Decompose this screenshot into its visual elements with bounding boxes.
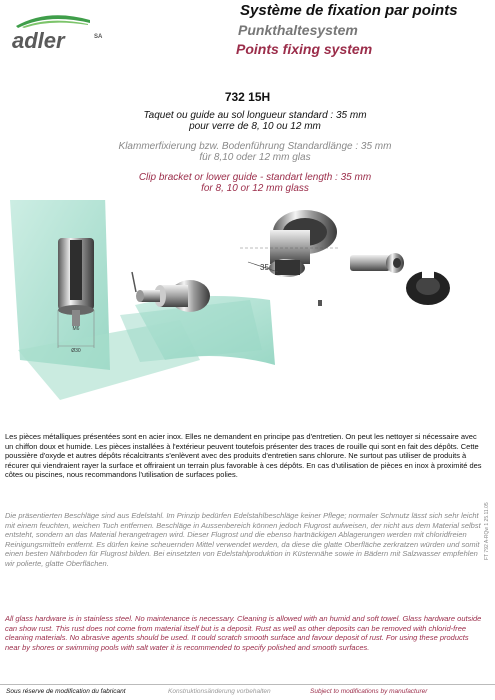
description-de-line: Klammerfixierung bzw. Bodenführung Standardlänge : 35 mm: [118, 141, 392, 152]
product-illustration: [0, 200, 495, 430]
description-en-line: Clip bracket or lower guide - standart length : 35 mm: [138, 172, 372, 183]
dimension-m6: M6: [72, 326, 80, 332]
description-de-line: für 8,10 oder 12 mm glas: [199, 152, 311, 163]
maintenance-text-de: Die präsentierten Beschläge sind aus Edelstahl. Im Prinzip bedürfen Edelstahlbeschläge keiner Pflege; normaler Schmutz lässt sich sehr leicht mit einem feuchten, weichen Tuch entfernen. Beschläge in Aussenbereich können jedoch Flugrost aufweisen, der nicht aus dem Material selbst entsteht, sondern an das Material herangetragen wird. Dieser Flugrost und die ebenso hartnäckigen Ablagerungen werden mit chloridfreien Reinigungsmitteln entfernt. Es dürfen keine scheuernden Mittel verwendet werden, da diese die glatte Oberfläche zerkratzen würden und somit einen besten Nährboden für Flugrost bilden. Bei einsetzten von Edelstahlproduktion in Küstennähe sowie in Bädern mit Salzwasser empfehlen wir polierte, glatte Oberflächen.: [5, 511, 481, 568]
document-reference: FT 792 A-RQw 1 25.11.05: [484, 502, 490, 560]
dimension-diameter: Ø30: [71, 348, 81, 354]
description-en: [60, 172, 450, 194]
maintenance-text-en: All glass hardware is in stainless steel. No maintenance is necessary. Cleaning is allowed with an humid and soft towel. Glass hardware outside can show rust. This rust does not come from material itself but is a deposit. Rust as well as other deposits can be removed with chlorid-free cleaning materials. No abrasive agents should be used. It could scratch smooth surface and favour deposit of rust. For using these products near by shores or swimming pools with salt water it is recommended to specify polished and smooth surfaces.: [5, 614, 482, 652]
description-de: [60, 141, 450, 163]
logo-suffix: SA: [94, 34, 103, 40]
end-cap: [406, 270, 450, 305]
footer-de: Konstruktionsänderung vorbehalten: [168, 688, 271, 695]
bolt: [350, 253, 404, 273]
footer-divider: [0, 684, 495, 685]
company-logo: [8, 10, 103, 53]
product-code: 732 15H: [224, 90, 271, 104]
title-fr: Système de fixation par points: [240, 2, 458, 19]
footer-fr: Sous réserve de modification du fabricant: [6, 688, 126, 695]
logo-text: adler: [12, 28, 65, 53]
title-en: Points fixing system: [236, 41, 373, 57]
title-de: Punkthaltesystem: [238, 22, 358, 38]
maintenance-text-fr: Les pièces métalliques présentées sont en acier inox. Elles ne demandent en principe pas d'entretien. On peut les nettoyer si nécessaire avec un chiffon doux et humide. Les pièces installées à l'extérieur peuvent toutefois présenter des traces de rouille qui sont en fait des dépôts. Cette poussière d'oxyde et autres dépôts récalcitrants s'enlèvent avec des produits d'entretien sans chlorure. Ne surtout pas utiliser de produits à récurer qui viendraient rayer la surface et offriraient un terrain plus favorable à ces dépôts. En cas d'utilisation de pièces en inox à proximité des côtes ou piscines, nous recommandons l'utilisation de surfaces polies.: [5, 432, 482, 480]
description-fr-line: pour verre de 8, 10 ou 12 mm: [189, 121, 321, 132]
description-fr-line: Taquet ou guide au sol longueur standard : 35 mm: [143, 110, 367, 121]
dimension-length: 35: [260, 263, 269, 272]
footer-en: Subject to modifications by manufacturer: [310, 688, 428, 695]
description-en-line: for 8, 10 or 12 mm glass: [201, 183, 309, 194]
description-fr: [60, 110, 450, 132]
clip-bracket-exploded: [240, 210, 340, 306]
